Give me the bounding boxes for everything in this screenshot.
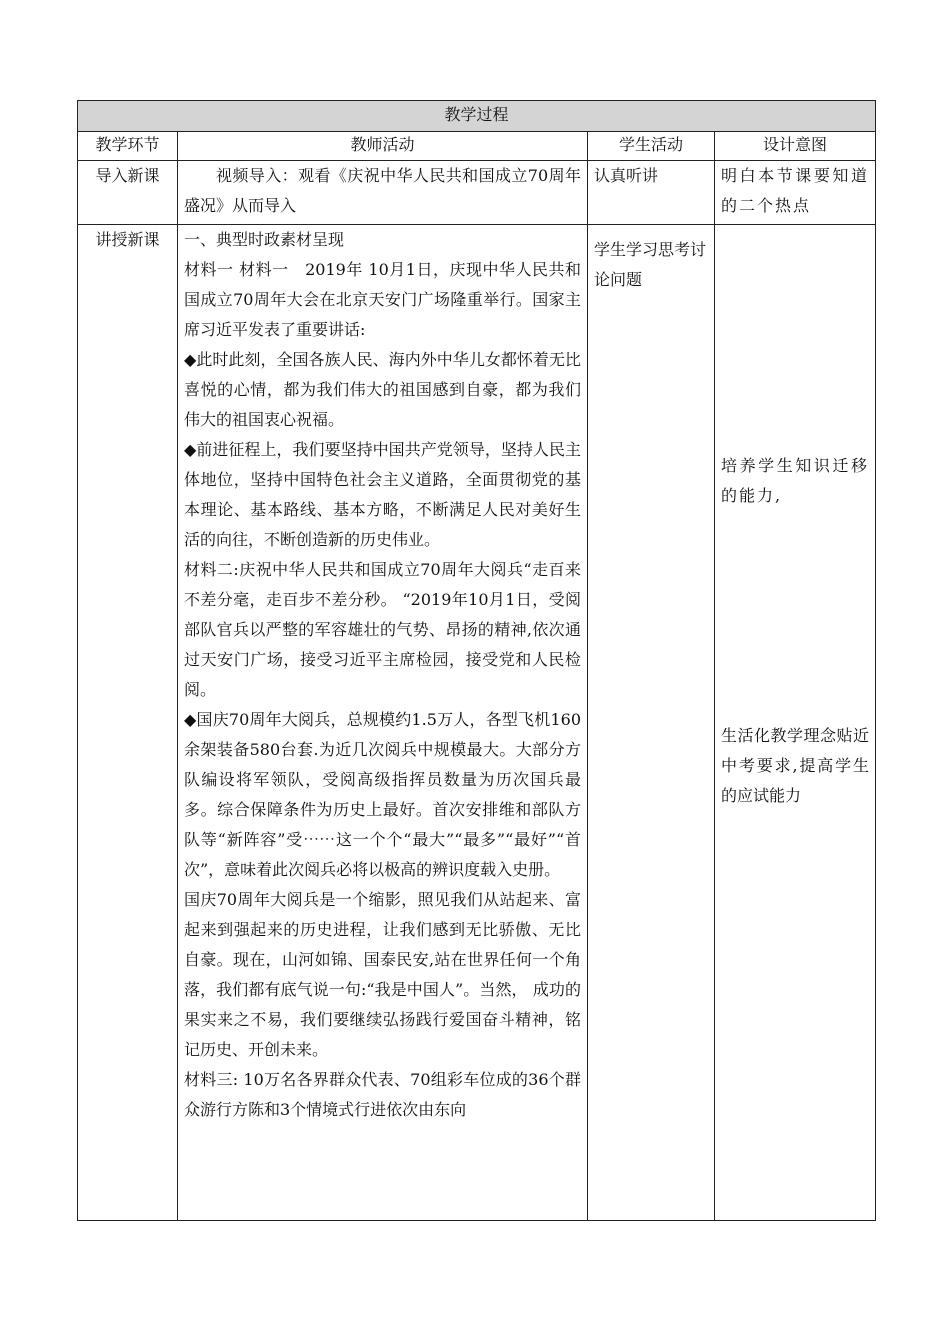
- intent-cell: 明白本节课要知道的二个热点: [715, 161, 876, 225]
- header-stage: 教学环节: [78, 132, 178, 161]
- stage-cell: 导入新课: [78, 161, 178, 225]
- intent-text-1: 培养学生知识迁移的能力,: [721, 456, 870, 505]
- teaching-process-table: [77, 100, 876, 1221]
- material-two-point: ◆国庆70周年大阅兵，总规模约1.5万人，各型飞机160余架装备580台套.为近几次阅兵中规模最大。大部分方队编设将军领队，受阅高级指挥员数量为历次国兵最多。综合保障条件为历史上最好。首次安排维和部队方队等“新阵容”受⋯⋯这一个个“最大”“最多”“最好”“首次”，意味着此次阅兵必将以极高的辨识度载入史册。: [184, 710, 581, 879]
- material-one-point-1: ◆此时此刻，全国各族人民、海内外中华儿女都怀着无比喜悦的心情，都为我们伟大的祖国感到自豪，都为我们伟大的祖国衷心祝福。: [184, 350, 581, 429]
- teacher-cell: [178, 161, 588, 225]
- material-two: 材料二:庆祝中华人民共和国成立70周年大阅兵“走百来不差分毫，走百步不差分秒。 “2019年10月1日，受阅部队官兵以严整的军容雄壮的气势、昂扬的精神,依次通过天安门广场，接受习近平主席检园，接受党和人民检阅。: [184, 560, 581, 699]
- header-intent: 设计意图: [715, 132, 876, 161]
- table-title: 教学过程: [78, 101, 876, 132]
- stage-cell: 讲授新课: [78, 225, 178, 1221]
- section-heading: 一、典型时政素材呈现: [184, 230, 345, 249]
- teacher-cell: [178, 225, 588, 1221]
- student-cell: 认真听讲: [588, 161, 715, 225]
- student-text: 学生学习思考讨论问题: [594, 240, 707, 289]
- header-teacher: 教师活动: [178, 132, 588, 161]
- material-one-point-2: ◆前进征程上，我们要坚持中国共产党领导，坚持人民主体地位，坚持中国特色社会主义道路，全面贯彻党的基本理论、基本路线、基本方略，不断满足人民对美好生活的向往，不断创造新的历史伟业。: [184, 440, 581, 549]
- material-three: 材料三: 10万名各界群众代表、70组彩车位成的36个群众游行方陈和3个情境式行进依次由东向: [184, 1070, 581, 1119]
- material-one: 材料一 材料一 2019年 10月1日，庆现中华人民共和国成立70周年大会在北京天安门广场隆重举行。国家主席习近平发表了重要讲话:: [184, 260, 581, 339]
- intent-cell: [715, 225, 876, 1221]
- table-row: [78, 225, 876, 1221]
- table-row: [78, 161, 876, 225]
- table-header-row: [78, 132, 876, 161]
- table-title-row: [78, 101, 876, 132]
- parade-commentary: 国庆70周年大阅兵是一个缩影，照见我们从站起来、富起来到强起来的历史进程，让我们感到无比骄傲、无比自豪。现在，山河如锦、国泰民安,站在世界任何一个角落，我们都有底气说一句:“我是中国人”。当然， 成功的果实来之不易，我们要继续弘扬践行爱国奋斗精神，铭记历史、开创未来。: [184, 890, 581, 1059]
- teacher-text: 视频导入：观看《庆祝中华人民共和国成立70周年盛况》从而导入: [184, 166, 581, 215]
- header-student: 学生活动: [588, 132, 715, 161]
- teaching-process-page: [77, 100, 875, 1221]
- student-cell: [588, 225, 715, 1221]
- intent-text-2: 生活化教学理念贴近中考要求,提高学生的应试能力: [721, 726, 870, 805]
